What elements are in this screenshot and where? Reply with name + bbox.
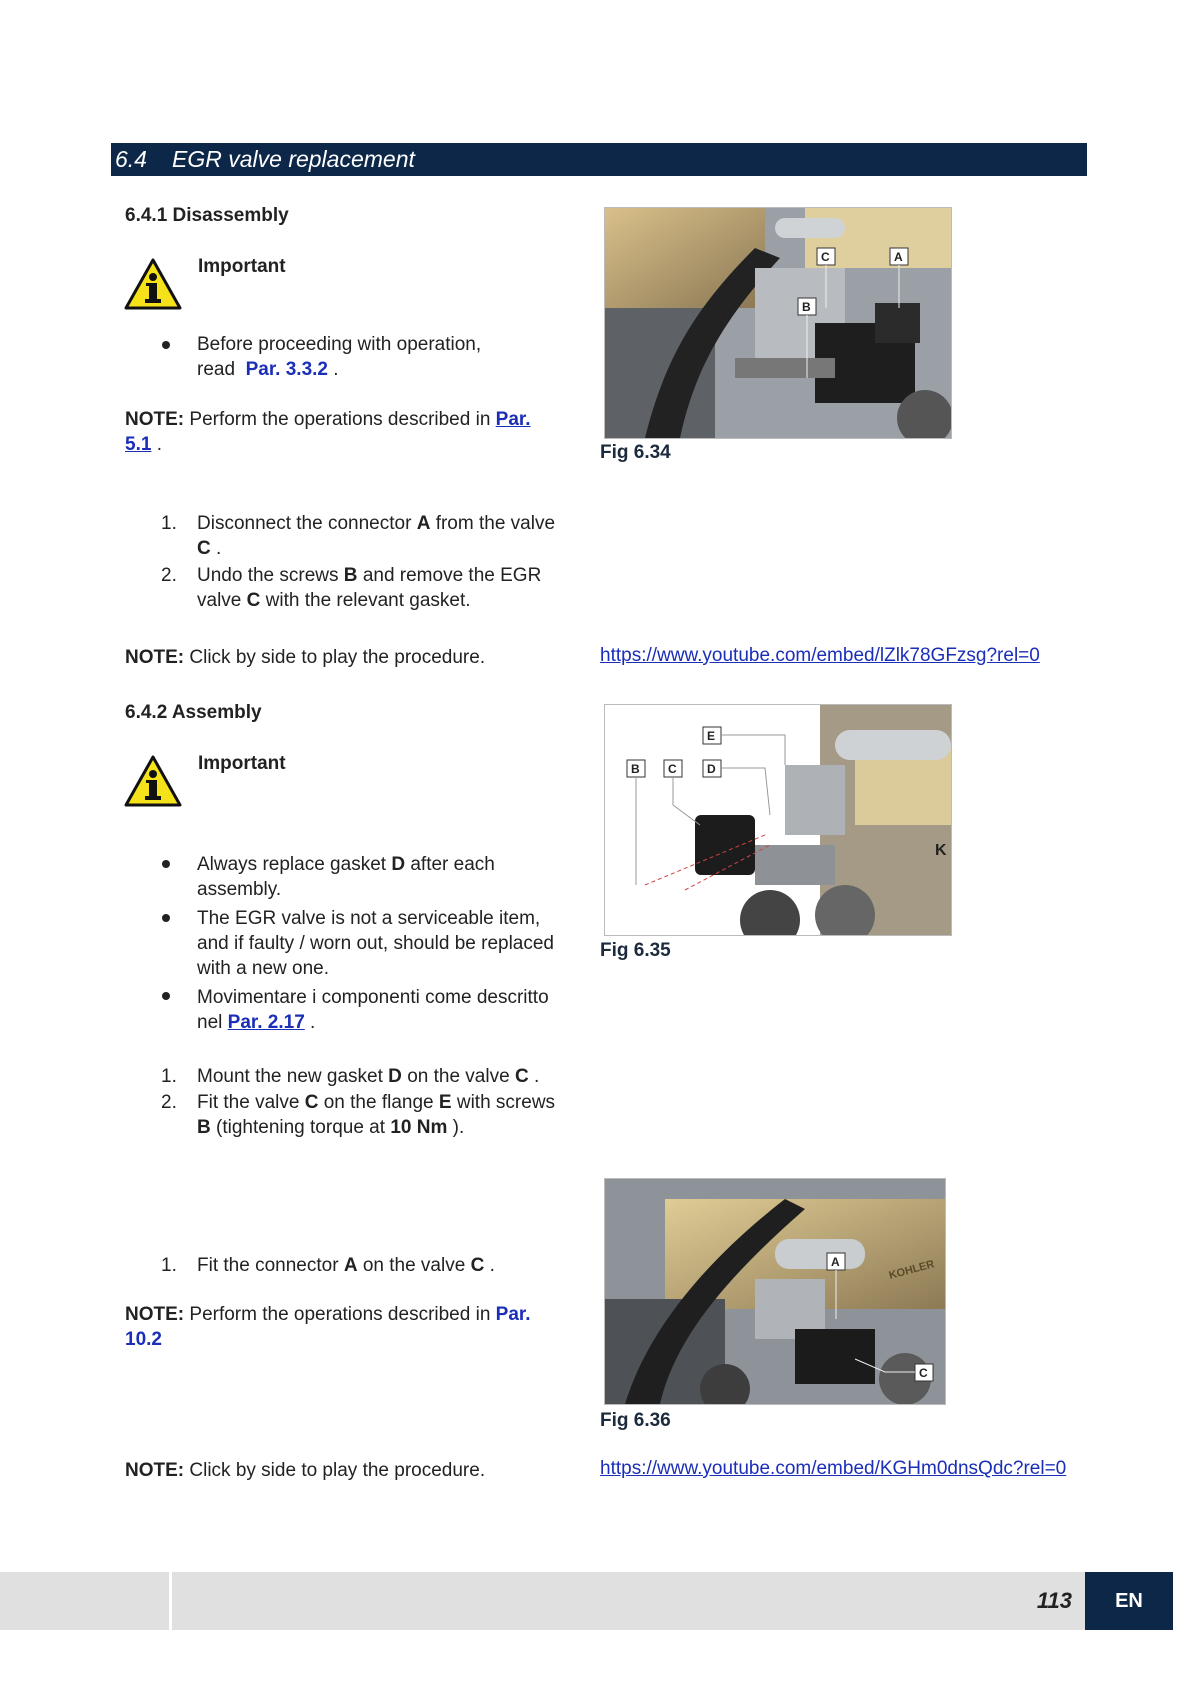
- svg-text:B: B: [802, 300, 811, 314]
- svg-text:C: C: [668, 762, 677, 776]
- video-link[interactable]: https://www.youtube.com/embed/KGHm0dnsQdc?rel=0: [600, 1458, 1067, 1479]
- note: [125, 407, 531, 457]
- step-number: 1.: [161, 1255, 177, 1276]
- video-note: NOTE: Click by side to play the procedure.: [125, 1460, 486, 1481]
- bullet-dot: [162, 992, 170, 1000]
- bullet-line: read Par. 3.3.2 .: [197, 359, 339, 380]
- svg-text:C: C: [821, 250, 830, 264]
- section-title: EGR valve replacement: [172, 146, 415, 172]
- par-link[interactable]: 5.1: [125, 434, 152, 455]
- video-link[interactable]: https://www.youtube.com/embed/lZlk78GFzsg?rel=0: [600, 645, 1040, 666]
- svg-text:C: C: [919, 1366, 928, 1380]
- figure-caption: Fig 6.35: [600, 940, 671, 961]
- step-text: Fit the valve C on the flange E with screws B (tightening torque at 10 Nm ).: [197, 1092, 556, 1138]
- engine-photo-fig-6-36: [604, 1178, 946, 1405]
- bullet-line: Before proceeding with operation,: [197, 334, 482, 355]
- page-number: 113: [1036, 1588, 1072, 1613]
- par-link[interactable]: Par.: [495, 409, 531, 430]
- bullet-dot: [162, 914, 170, 922]
- figure-caption: Fig 6.34: [600, 442, 671, 463]
- svg-text:K: K: [935, 842, 947, 859]
- par-link[interactable]: Par. 3.3.2: [245, 359, 328, 380]
- footer-bar: [0, 1572, 1085, 1630]
- par-link[interactable]: Par. 2.17: [227, 1012, 305, 1033]
- bullet-item: The EGR valve is not a serviceable item, and if faulty / worn out, should be replaced with a new one.: [197, 908, 555, 979]
- disassembly-heading: 6.4.1 Disassembly: [125, 205, 289, 226]
- svg-text:A: A: [831, 1255, 840, 1269]
- bullet-item: Movimentare i componenti come descritto nel Par. 2.17 .: [197, 987, 549, 1033]
- note-line: 5.1 .: [125, 434, 162, 455]
- engine-photo-fig-6-35: [604, 704, 952, 936]
- svg-text:E: E: [707, 729, 716, 743]
- video-note: NOTE: Click by side to play the procedure.: [125, 647, 486, 668]
- bullet-dot: [162, 341, 170, 349]
- engine-photo-fig-6-34: [604, 207, 952, 439]
- step-number: 2.: [161, 1092, 177, 1113]
- step-text: Fit the connector A on the valve C .: [197, 1255, 495, 1276]
- important-label: Important: [198, 753, 286, 774]
- step-number: 2.: [161, 565, 177, 586]
- par-link[interactable]: 10.2: [125, 1329, 162, 1350]
- section-header: [111, 143, 1087, 176]
- warning-info-icon: [124, 755, 182, 807]
- section-number: 6.4: [115, 146, 147, 172]
- warning-info-icon: [124, 258, 182, 310]
- note: NOTE: Perform the operations described in Par. 10.2: [125, 1304, 531, 1350]
- svg-text:D: D: [707, 762, 716, 776]
- footer-divider: [169, 1572, 172, 1630]
- assembly-heading: 6.4.2 Assembly: [125, 702, 262, 723]
- step-text: Disconnect the connector A from the valve C .: [197, 513, 556, 559]
- par-link[interactable]: Par.: [495, 1304, 531, 1325]
- svg-text:KOHLER: KOHLER: [887, 1258, 936, 1282]
- bullet-item: [197, 332, 481, 382]
- bullet-dot: [162, 860, 170, 868]
- svg-text:B: B: [631, 762, 640, 776]
- language-badge: EN: [1085, 1572, 1173, 1630]
- step-number: 1.: [161, 1066, 177, 1087]
- important-label: Important: [198, 256, 286, 277]
- step-text: Undo the screws B and remove the EGR valve C with the relevant gasket.: [197, 565, 542, 611]
- step-text: Mount the new gasket D on the valve C .: [197, 1066, 540, 1087]
- note-line: NOTE: Perform the operations described in Par.: [125, 409, 531, 430]
- figure-caption: Fig 6.36: [600, 1410, 671, 1431]
- svg-text:A: A: [894, 250, 903, 264]
- step-number: 1.: [161, 513, 177, 534]
- bullet-item: Always replace gasket D after each assembly.: [197, 854, 495, 900]
